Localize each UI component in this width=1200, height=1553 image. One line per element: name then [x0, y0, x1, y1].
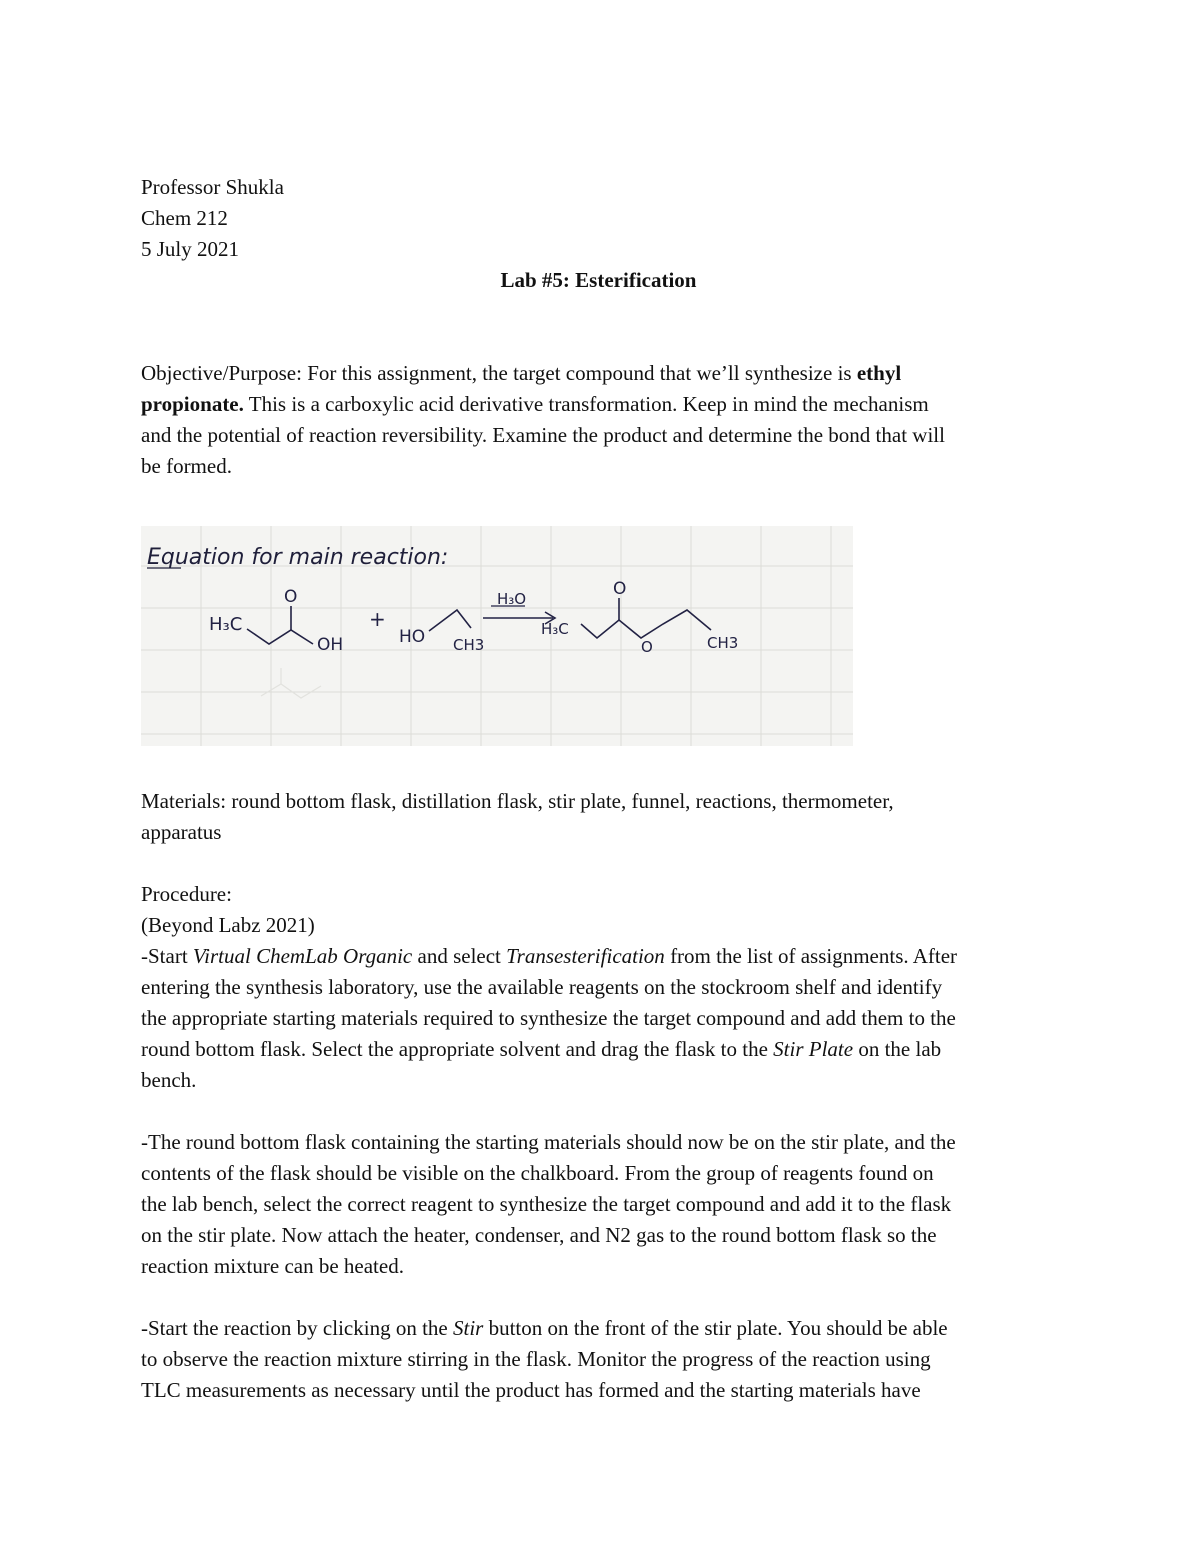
procedure-heading: Procedure:	[141, 882, 232, 906]
procedure-text: from the list of assignments. After	[664, 944, 958, 968]
procedure-step-1	[141, 941, 1061, 1096]
objective-bold-ethyl: ethyl	[856, 361, 902, 385]
professor-name: Professor Shukla	[141, 175, 284, 199]
procedure-step-3	[141, 1313, 1061, 1406]
objective-paragraph	[141, 358, 1061, 482]
materials-text: apparatus	[141, 820, 222, 844]
objective-text: be formed.	[141, 454, 232, 478]
procedure-text: on the stir plate. Now attach the heater, condenser, and N2 gas to the round bottom flask so the	[141, 1223, 937, 1247]
procedure-italic: Stir Plate	[773, 1037, 854, 1061]
document-page	[141, 172, 1061, 1406]
materials-paragraph	[141, 786, 1061, 848]
product-carbonyl-o: O	[613, 579, 627, 599]
procedure-text: -Start	[141, 944, 193, 968]
procedure-text: entering the synthesis laboratory, use the available reagents on the stockroom shelf and identify	[141, 975, 943, 999]
objective-text: This is a carboxylic acid derivative transformation. Keep in mind the mechanism	[243, 392, 929, 416]
procedure-text: TLC measurements as necessary until the product has formed and the starting materials have	[141, 1378, 921, 1402]
product-methyl: H₃C	[541, 620, 569, 638]
reaction-sketch	[141, 526, 853, 746]
reactant2-hydroxyl: HO	[399, 627, 426, 647]
product-ester-o: O	[641, 638, 653, 656]
procedure-text: -Start the reaction by clicking on the	[141, 1316, 453, 1340]
procedure-text: contents of the flask should be visible on the chalkboard. From the group of reagents found on	[141, 1161, 934, 1185]
course-name: Chem 212	[141, 206, 228, 230]
procedure-text: round bottom flask. Select the appropriate solvent and drag the flask to the	[141, 1037, 774, 1061]
procedure-text: bench.	[141, 1068, 197, 1092]
procedure-text: on the lab	[853, 1037, 942, 1061]
procedure-italic: Transesterification	[506, 944, 665, 968]
plus-sign: +	[369, 607, 386, 631]
procedure-citation: (Beyond Labz 2021)	[141, 913, 315, 937]
equation-heading: Equation for main reaction:	[147, 545, 449, 570]
procedure-step-2	[141, 1127, 1061, 1282]
procedure-italic: Stir	[453, 1316, 484, 1340]
reactant2-methyl: CH3	[453, 636, 485, 654]
catalyst-label: H₃O	[497, 590, 527, 608]
procedure-text: reaction mixture can be heated.	[141, 1254, 404, 1278]
objective-text: and the potential of reaction reversibility. Examine the product and determine the bond that will	[141, 423, 945, 447]
procedure-text: button on the front of the stir plate. You should be able	[483, 1316, 948, 1340]
procedure-text: the lab bench, select the correct reagent to synthesize the target compound and add it to the flask	[141, 1192, 952, 1216]
procedure-text: and select	[412, 944, 507, 968]
reaction-equation-image	[141, 526, 853, 746]
reactant1-methyl: H₃C	[209, 614, 243, 635]
procedure-text: the appropriate starting materials required to synthesize the target compound and add them to the	[141, 1006, 956, 1030]
objective-bold-propionate: propionate.	[141, 392, 244, 416]
reactant1-carbonyl-o: O	[284, 587, 298, 607]
materials-text: Materials: round bottom flask, distillation flask, stir plate, funnel, reactions, thermometer,	[141, 789, 894, 813]
objective-text: Objective/Purpose: For this assignment, the target compound that we’ll synthesize is	[141, 361, 857, 385]
procedure-text: to observe the reaction mixture stirring in the flask. Monitor the progress of the reaction using	[141, 1347, 931, 1371]
procedure-text: -The round bottom flask containing the starting materials should now be on the stir plate, and the	[141, 1130, 956, 1154]
procedure-italic: Virtual ChemLab Organic	[192, 944, 413, 968]
product-ethyl: CH3	[707, 634, 739, 652]
document-title: Lab #5: Esterification	[500, 268, 697, 292]
document-date: 5 July 2021	[141, 237, 240, 261]
reactant1-hydroxyl: OH	[317, 635, 344, 655]
